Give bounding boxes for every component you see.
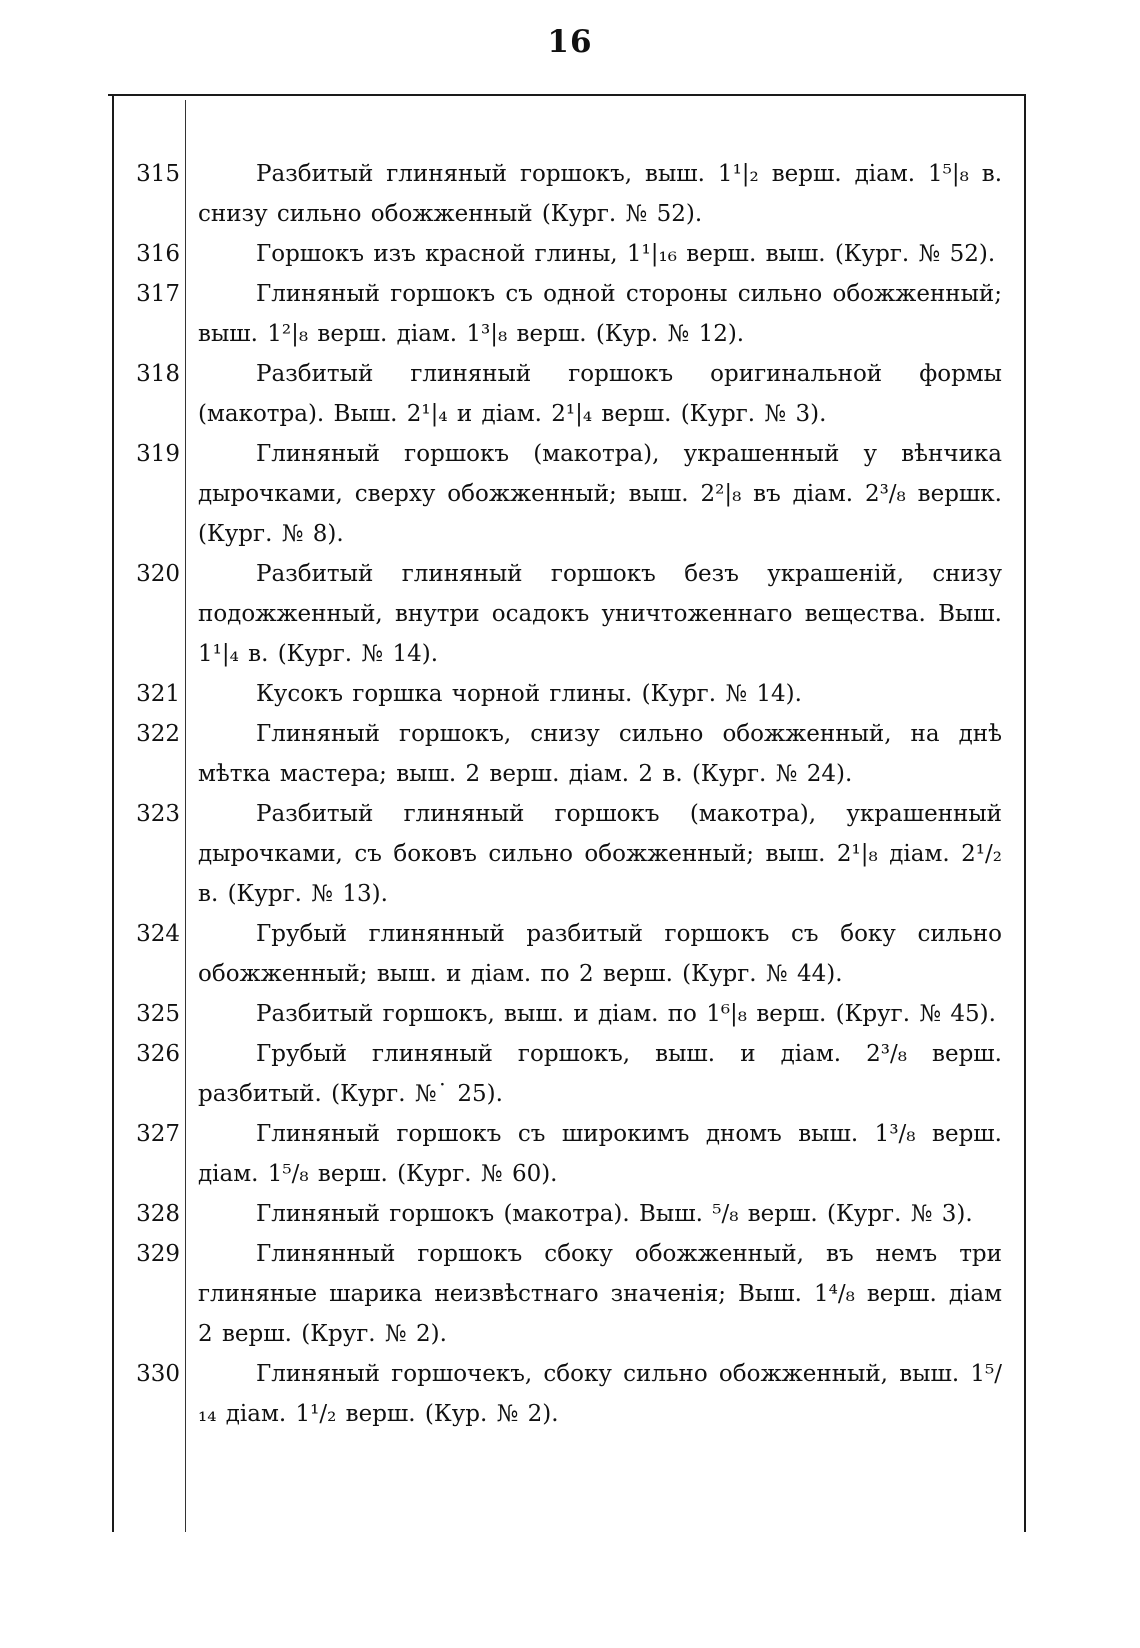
catalog-entry-327: [112, 1114, 1012, 1194]
entry-number: 325: [136, 1001, 180, 1027]
entry-number: 315: [136, 161, 180, 187]
catalog-entry-328: [112, 1194, 1012, 1234]
entry-number: 317: [136, 281, 180, 307]
entry-number: 322: [136, 721, 180, 747]
catalog-entry-315: [112, 154, 1012, 234]
entry-number: 327: [136, 1121, 180, 1147]
entry-description: Горшокъ изъ красной глины, 1¹|₁₆ верш. выш. (Кург. № 52).: [256, 241, 996, 267]
entry-description: Глиняный горшокъ (макотра). Выш. ⁵/₈ верш. (Кург. № 3).: [256, 1201, 973, 1227]
catalog-entry-320: [112, 554, 1012, 674]
entry-description: Разбитый глиняный горшокъ, выш. 1¹|₂ верш. діам. 1⁵|₈ в. снизу сильно обожженный (Кург. № 52).: [198, 161, 1002, 227]
entry-number: 321: [136, 681, 180, 707]
catalog-entry-323: [112, 794, 1012, 914]
entry-number: 330: [136, 1361, 180, 1387]
catalog-entry-325: [112, 994, 1012, 1034]
catalog-entry-318: [112, 354, 1012, 434]
entry-description: Глиняный горшокъ съ одной стороны сильно обожженный; выш. 1²|₈ верш. діам. 1³|₈ верш. (Кур. № 12).: [198, 281, 1002, 347]
entry-description: Грубый глиняный горшокъ, выш. и діам. 2³/₈ верш. разбитый. (Кург. №˙ 25).: [198, 1041, 1002, 1107]
catalog-entry-317: [112, 274, 1012, 354]
table-right-rule: [1024, 94, 1026, 1532]
catalog-entry-322: [112, 714, 1012, 794]
entry-number: 329: [136, 1241, 180, 1267]
catalog-entries: [112, 154, 1012, 1434]
entry-number: 328: [136, 1201, 180, 1227]
entry-number: 316: [136, 241, 180, 267]
entry-description: Грубый глинянный разбитый горшокъ съ боку сильно обожженный; выш. и діам. по 2 верш. (Кург. № 44).: [198, 921, 1002, 987]
entry-description: Глиняный горшокъ съ широкимъ дномъ выш. 1³/₈ верш. діам. 1⁵/₈ верш. (Кург. № 60).: [198, 1121, 1002, 1187]
entry-description: Разбитый глиняный горшокъ оригинальной формы (макотра). Выш. 2¹|₄ и діам. 2¹|₄ верш. (Кург. № 3).: [198, 361, 1002, 427]
entry-number: 320: [136, 561, 180, 587]
entry-description: Разбитый глиняный горшокъ (макотра), украшенный дырочками, съ боковъ сильно обожженный; выш. 2¹|₈ діам. 2¹/₂ в. (Кург. № 13).: [198, 801, 1002, 907]
entry-description: Разбитый глиняный горшокъ безъ украшеній, снизу подожженный, внутри осадокъ уничтоженнаго вещества. Выш. 1¹|₄ в. (Кург. № 14).: [198, 561, 1002, 667]
entry-description: Глиняный горшочекъ, сбоку сильно обожженный, выш. 1⁵/₁₄ діам. 1¹/₂ верш. (Кур. № 2).: [198, 1361, 1002, 1427]
catalog-entry-324: [112, 914, 1012, 994]
entry-description: Глиняный горшокъ (макотра), украшенный у вѣнчика дырочками, сверху обожженный; выш. 2²|₈ въ діам. 2³/₈ вершк. (Кург. № 8).: [198, 441, 1002, 547]
entry-number: 326: [136, 1041, 180, 1067]
catalog-entry-316: [112, 234, 1012, 274]
catalog-entry-321: [112, 674, 1012, 714]
entry-description: Кусокъ горшка чорной глины. (Кург. № 14).: [256, 681, 802, 707]
entry-number: 323: [136, 801, 180, 827]
page-number: 16: [547, 24, 593, 60]
entry-number: 318: [136, 361, 180, 387]
entry-description: Разбитый горшокъ, выш. и діам. по 1⁶|₈ верш. (Круг. № 45).: [256, 1001, 996, 1027]
catalog-entry-326: [112, 1034, 1012, 1114]
entry-description: Глиняный горшокъ, снизу сильно обожженный, на днѣ мѣтка мастера; выш. 2 верш. діам. 2 в. (Кург. № 24).: [198, 721, 1002, 787]
table-top-rule: [108, 94, 1026, 96]
catalog-entry-319: [112, 434, 1012, 554]
entry-description: Глинянный горшокъ сбоку обожженный, въ немъ три глиняные шарика неизвѣстнаго значенія; Выш. 1⁴/₈ верш. діам 2 верш. (Круг. № 2).: [198, 1241, 1002, 1347]
entry-number: 319: [136, 441, 180, 467]
catalog-entry-329: [112, 1234, 1012, 1354]
entry-number: 324: [136, 921, 180, 947]
catalog-entry-330: [112, 1354, 1012, 1434]
